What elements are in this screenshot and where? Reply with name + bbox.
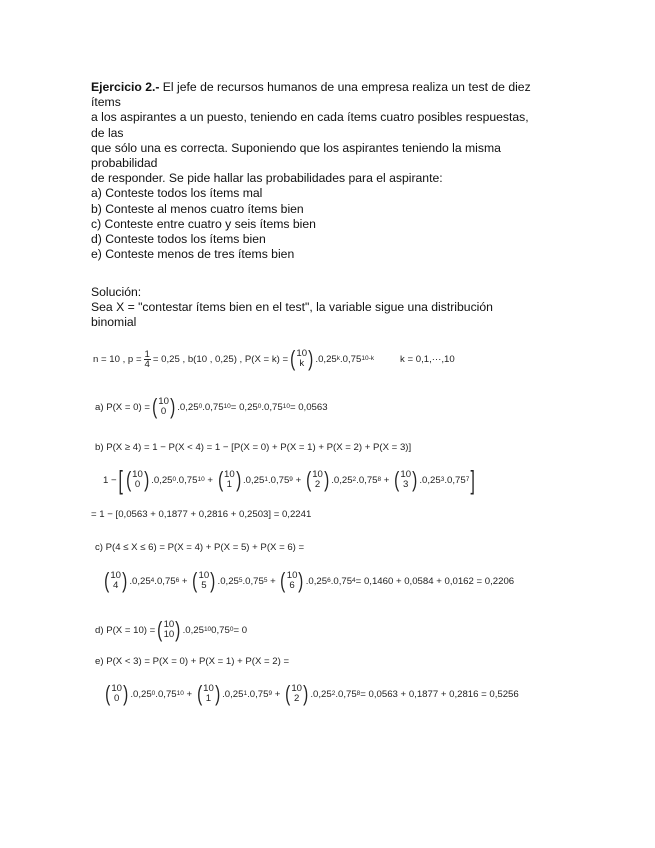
binomial-coefficient: ( 10 1 ) [217, 467, 241, 492]
binomial-coefficient: ( 10 2 ) [305, 467, 330, 492]
binomial-coefficient: ( 10 2 ) [285, 681, 309, 706]
exercise-line: probabilidad [91, 156, 158, 171]
exercise-line: de responder. Se pide hallar las probabilidades para el aspirante: [91, 171, 443, 186]
binomial-coefficient: ( 10 k ) [290, 346, 314, 371]
binomial-coefficient: ( 10 3 ) [394, 467, 418, 492]
solution-intro [91, 285, 561, 331]
exercise-line: Ejercicio 2.- El jefe de recursos humanos de una empresa realiza un test de diez [91, 80, 531, 94]
formula-a: a) P(X = 0) = ( 10 0 ) .0,25 0 .0,75 10 = 0,25 0 .0,75 10 = 0,0563 [95, 394, 328, 419]
question-b: b) Conteste al menos cuatro ítems bien [91, 201, 304, 216]
binomial-coefficient: ( 10 0 ) [152, 394, 176, 419]
question-c: c) Conteste entre cuatro y seis ítems bien [91, 216, 316, 231]
binomial-coefficient: ( 10 6 ) [280, 568, 304, 593]
binomial-coefficient: ( 10 5 ) [192, 568, 216, 593]
binomial-coefficient: ( 10 4 ) [104, 568, 128, 593]
formula-e-line1: e) P(X < 3) = P(X = 0) + P(X = 1) + P(X = 2) = [95, 656, 290, 667]
formula-definition: n = 10 , p = $\frac{1}{4}$ = 0,25 , b(10 , 0,25) , P(X = k) = ( 10 k ) .0,25 k .0,75 10-k k = 0,1,···,10 [93, 346, 455, 371]
binomial-coefficient: ( 10 0 ) [105, 681, 129, 706]
exercise-title: Ejercicio 2.- [91, 80, 160, 94]
exercise-line: ítems [91, 95, 121, 110]
formula-b-line1: b) P(X ≥ 4) = 1 − P(X < 4) = 1 − [P(X = 0) + P(X = 1) + P(X = 2) + P(X = 3)] [95, 442, 412, 453]
solution-heading: Solución: [91, 285, 142, 299]
exercise-line: de las [91, 125, 124, 140]
fraction: $\frac{1}{4}$ [144, 348, 150, 370]
question-a: a) Conteste todos los ítems mal [91, 186, 263, 201]
formula-b-line2: 1 − [ ( 10 0 ) .0,25 0 .0,75 10 + ( 10 1 ) .0,25 1 .0,75 9 + ( 10 2 ) .0,25 2 .0,75 8 + ( 10 3 ) .0,25 3 .0,75 7 ] [103, 465, 476, 495]
formula-e-line2: ( 10 0 ) .0,25 0 .0,75 10 + ( 10 1 ) .0,25 1 .0,75 9 + ( 10 2 ) .0,25 2 .0,75 8 = 0,0563 + 0,1877 + 0,2816 = 0,5256 [105, 681, 519, 706]
exercise-line: a los aspirantes a un puesto, teniendo en cada ítems cuatro posibles respuestas, [91, 110, 529, 125]
binomial-coefficient: ( 10 1 ) [196, 681, 221, 706]
solution-line: Sea X = "contestar ítems bien en el test", la variable sigue una distribución [91, 300, 493, 315]
binomial-coefficient: ( 10 0 ) [125, 467, 150, 492]
solution-line: binomial [91, 315, 137, 330]
formula-c-line2: ( 10 4 ) .0,25 4 .0,75 6 + ( 10 5 ) .0,25 5 .0,75 5 + ( 10 6 ) .0,25 6 .0,75 4 = 0,1460 + 0,0584 + 0,0162 = 0,2206 [104, 568, 515, 593]
formula-c-line1: c) P(4 ≤ X ≤ 6) = P(X = 4) + P(X = 5) + P(X = 6) = [95, 542, 305, 553]
exercise-statement [91, 80, 561, 262]
formula-b-line3: = 1 − [0,0563 + 0,1877 + 0,2816 + 0,2503] = 0,2241 [91, 509, 312, 520]
binomial-coefficient: ( 10 10 ) [157, 617, 181, 642]
question-d: d) Conteste todos los ítems bien [91, 232, 266, 247]
exercise-line: que sólo una es correcta. Suponiendo que los aspirantes teniendo la misma [91, 140, 501, 155]
formula-d: d) P(X = 10) = ( 10 10 ) .0,25 10 0,75 0 = 0 [95, 617, 248, 642]
question-e: e) Conteste menos de tres ítems bien [91, 247, 295, 262]
